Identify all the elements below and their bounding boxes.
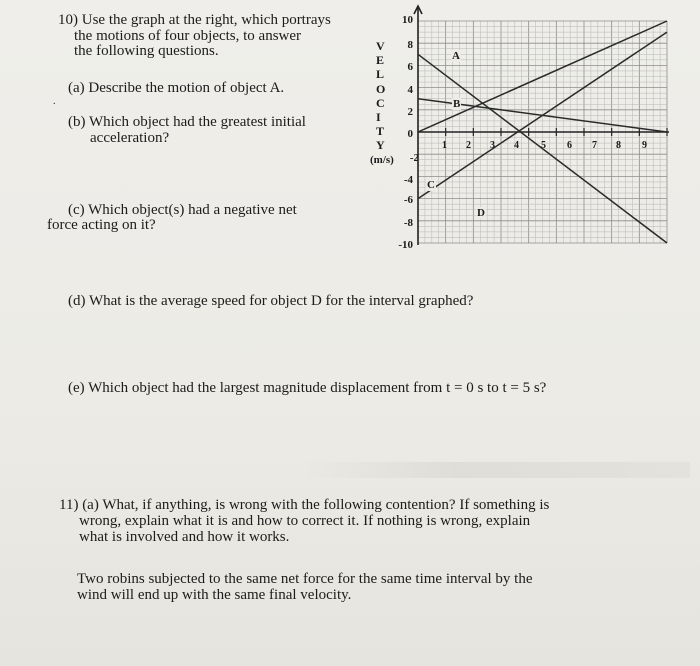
ytick-label: -6 (403, 194, 413, 206)
series-label-d: D (477, 207, 485, 219)
ylabel-letter: V (376, 39, 385, 53)
xtick-label: 9 (642, 140, 647, 151)
xtick-label: 5 (541, 140, 546, 151)
ylabel-letter: Y (376, 138, 385, 152)
xtick-label: 8 (616, 140, 621, 151)
ytick-label: -8 (403, 217, 413, 229)
ytick-label: -10 (398, 239, 413, 251)
q11a-line-2: wrong, explain what it is and how to correct it. If nothing is wrong, explain (79, 513, 531, 529)
ylabel-letter: E (376, 53, 385, 67)
q11-statement-line-2: wind will end up with the same final velocity. (77, 587, 352, 603)
q11a-line-3: what is involved and how it works. (79, 529, 290, 545)
series-label-c: C (427, 179, 435, 191)
ylabel-letter: O (376, 82, 386, 96)
bullet-dot: . (53, 96, 56, 107)
xtick-label: 1 (442, 140, 447, 151)
q11a-line-1: 11) (a) What, if anything, is wrong with the following contention? If something is (59, 497, 550, 513)
q10a-text: (a) Describe the motion of object A. (68, 80, 285, 96)
series-label-b: B (453, 98, 461, 110)
q10c-line-2: force acting on it? (47, 217, 156, 233)
ytick-label: 10 (402, 14, 413, 26)
ylabel-letter: T (376, 124, 385, 138)
series-label-a: A (452, 50, 460, 62)
q10b-line-1: (b) Which object had the greatest initial (68, 114, 306, 130)
q10-intro-line-2: the motions of four objects, to answer (74, 28, 302, 44)
ytick-label: 2 (407, 106, 413, 118)
q10b-line-2: acceleration? (90, 130, 170, 146)
xtick-label: 2 (466, 140, 471, 151)
xtick-label: 7 (592, 140, 597, 151)
ytick-label: -4 (403, 174, 413, 186)
ylabel-letter: L (376, 67, 385, 81)
ylabel-letter: C (376, 96, 385, 110)
graph-axes (414, 6, 669, 245)
xtick-label: 6 (567, 140, 572, 151)
ytick-label: 4 (407, 84, 413, 96)
ylabel-unit: (m/s) (370, 154, 394, 166)
q10d-text: (d) What is the average speed for object D for the interval graphed? (68, 293, 474, 309)
q10-intro-line-1: 10) Use the graph at the right, which portrays (58, 12, 331, 28)
q11-statement-line-1: Two robins subjected to the same net force for the same time interval by the (77, 571, 533, 587)
q10e-text: (e) Which object had the largest magnitude displacement from t = 0 s to t = 5 s? (68, 380, 547, 396)
xtick-label: 3 (490, 140, 495, 151)
ytick-label: 6 (407, 61, 413, 73)
bleed-through-shadow (300, 462, 690, 478)
ytick-label: -2 (409, 152, 419, 164)
q10-intro-line-3: the following questions. (74, 43, 219, 59)
ytick-label: 8 (407, 39, 413, 51)
q10c-line-1: (c) Which object(s) had a negative net (68, 202, 297, 218)
ytick-label: 0 (407, 128, 413, 140)
ylabel-letter: I (376, 110, 381, 124)
xtick-label: 4 (514, 140, 519, 151)
